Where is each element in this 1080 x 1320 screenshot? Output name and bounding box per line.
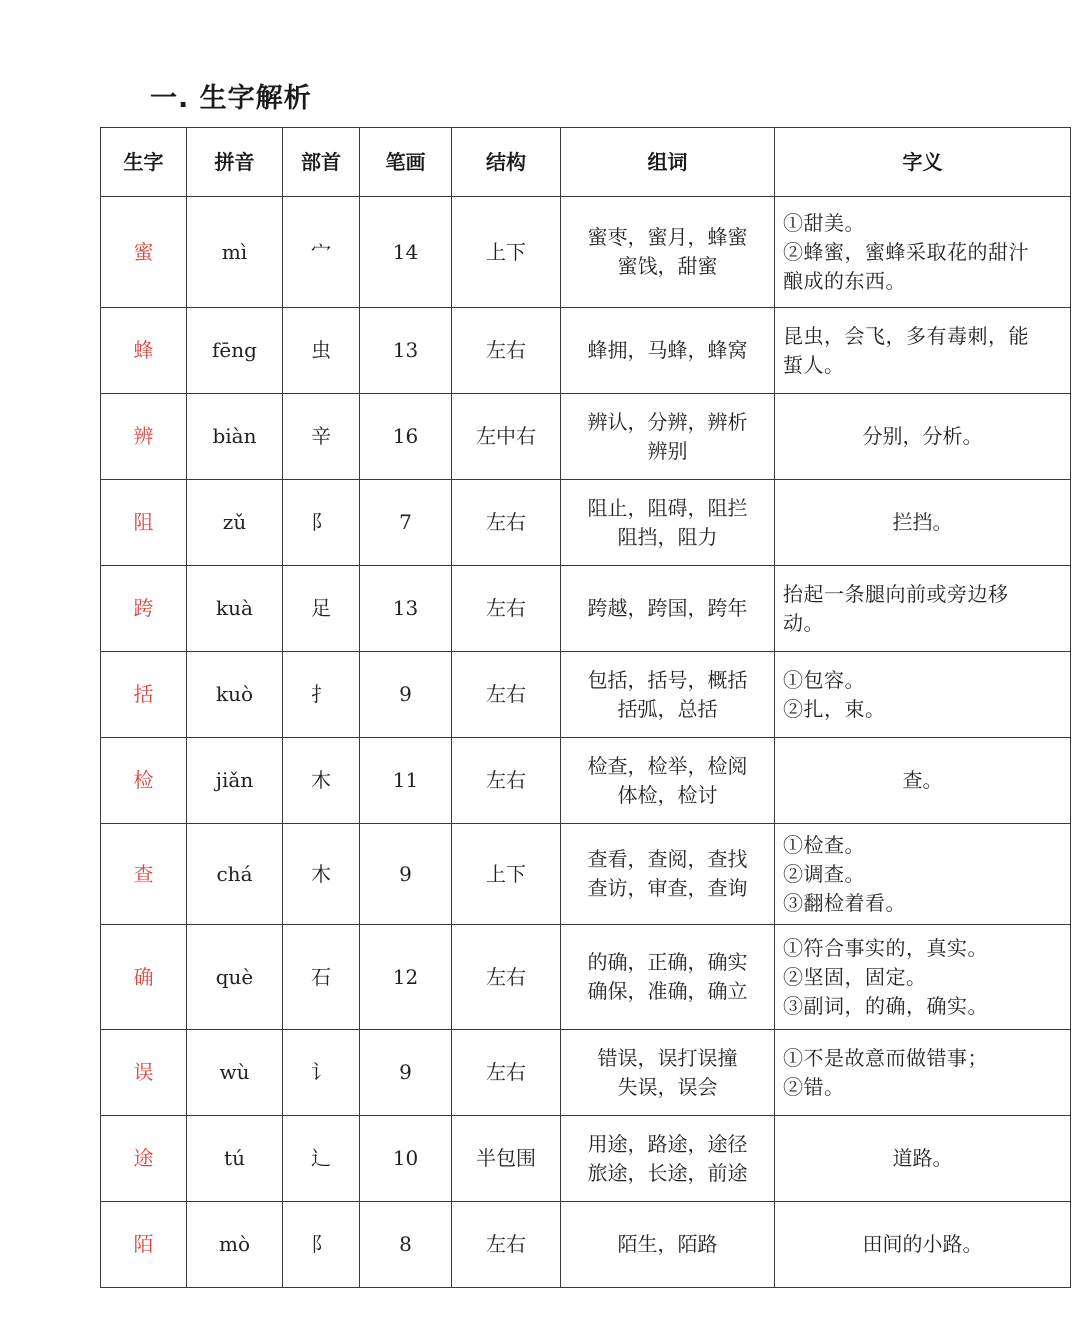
table-row — [101, 566, 1071, 652]
table-header-row — [101, 128, 1071, 197]
strokes-cell: 11 — [360, 738, 452, 824]
meaning-cell: ①符合事实的，真实。 ②坚固，固定。 ③副词，的确，确实。 — [775, 925, 1071, 1030]
strokes-cell: 13 — [360, 308, 452, 394]
strokes-cell: 9 — [360, 1030, 452, 1116]
structure-cell: 左右 — [452, 925, 561, 1030]
table-row — [101, 197, 1071, 308]
pinyin-cell: kuà — [187, 566, 283, 652]
strokes-cell: 12 — [360, 925, 452, 1030]
char-cell: 陌 — [101, 1202, 187, 1288]
meaning-cell: 分别，分析。 — [775, 394, 1071, 480]
char-cell: 查 — [101, 824, 187, 925]
table-row — [101, 1202, 1071, 1288]
pinyin-cell: tú — [187, 1116, 283, 1202]
header-meaning: 字义 — [775, 128, 1071, 197]
meaning-cell: 查。 — [775, 738, 1071, 824]
table-row — [101, 308, 1071, 394]
radical-cell: 足 — [283, 566, 360, 652]
radical-cell: 辶 — [283, 1116, 360, 1202]
radical-cell: 讠 — [283, 1030, 360, 1116]
structure-cell: 左右 — [452, 1030, 561, 1116]
header-words: 组词 — [561, 128, 775, 197]
pinyin-cell: chá — [187, 824, 283, 925]
header-radical: 部首 — [283, 128, 360, 197]
structure-cell: 上下 — [452, 197, 561, 308]
char-cell: 蜜 — [101, 197, 187, 308]
strokes-cell: 16 — [360, 394, 452, 480]
header-pinyin: 拼音 — [187, 128, 283, 197]
strokes-cell: 14 — [360, 197, 452, 308]
meaning-cell: ①甜美。 ②蜂蜜，蜜蜂采取花的甜汁 酿成的东西。 — [775, 197, 1071, 308]
radical-cell: 宀 — [283, 197, 360, 308]
words-cell: 错误，误打误撞 失误，误会 — [561, 1030, 775, 1116]
meaning-cell: ①不是故意而做错事； ②错。 — [775, 1030, 1071, 1116]
meaning-cell: 昆虫，会飞，多有毒刺，能 蜇人。 — [775, 308, 1071, 394]
strokes-cell: 9 — [360, 652, 452, 738]
radical-cell: 辛 — [283, 394, 360, 480]
radical-cell: 木 — [283, 824, 360, 925]
table-row — [101, 738, 1071, 824]
radical-cell: 阝 — [283, 1202, 360, 1288]
structure-cell: 左右 — [452, 652, 561, 738]
pinyin-cell: mì — [187, 197, 283, 308]
words-cell: 用途，路途，途径 旅途，长途，前途 — [561, 1116, 775, 1202]
radical-cell: 虫 — [283, 308, 360, 394]
char-cell: 确 — [101, 925, 187, 1030]
words-cell: 陌生，陌路 — [561, 1202, 775, 1288]
words-cell: 跨越，跨国，跨年 — [561, 566, 775, 652]
table-row — [101, 1030, 1071, 1116]
strokes-cell: 13 — [360, 566, 452, 652]
meaning-cell: ①检查。 ②调查。 ③翻检着看。 — [775, 824, 1071, 925]
strokes-cell: 10 — [360, 1116, 452, 1202]
char-cell: 蜂 — [101, 308, 187, 394]
table-row — [101, 652, 1071, 738]
pinyin-cell: què — [187, 925, 283, 1030]
char-cell: 辨 — [101, 394, 187, 480]
radical-cell: 木 — [283, 738, 360, 824]
section-title: 一. 生字解析 — [150, 83, 312, 114]
radical-cell: 石 — [283, 925, 360, 1030]
strokes-cell: 9 — [360, 824, 452, 925]
words-cell: 辨认，分辨，辨析 辨别 — [561, 394, 775, 480]
char-cell: 括 — [101, 652, 187, 738]
strokes-cell: 7 — [360, 480, 452, 566]
words-cell: 检查，检举，检阅 体检，检讨 — [561, 738, 775, 824]
pinyin-cell: fēng — [187, 308, 283, 394]
new-characters-table — [100, 127, 1071, 1288]
pinyin-cell: jiǎn — [187, 738, 283, 824]
pinyin-cell: zǔ — [187, 480, 283, 566]
meaning-cell: ①包容。 ②扎，束。 — [775, 652, 1071, 738]
structure-cell: 半包围 — [452, 1116, 561, 1202]
char-cell: 检 — [101, 738, 187, 824]
table-row — [101, 824, 1071, 925]
meaning-cell: 抬起一条腿向前或旁边移 动。 — [775, 566, 1071, 652]
radical-cell: 阝 — [283, 480, 360, 566]
words-cell: 蜂拥，马蜂，蜂窝 — [561, 308, 775, 394]
words-cell: 蜜枣，蜜月，蜂蜜 蜜饯，甜蜜 — [561, 197, 775, 308]
meaning-cell: 道路。 — [775, 1116, 1071, 1202]
table-row — [101, 1116, 1071, 1202]
words-cell: 阻止，阻碍，阻拦 阻挡，阻力 — [561, 480, 775, 566]
words-cell: 查看，查阅，查找 查访，审查，查询 — [561, 824, 775, 925]
structure-cell: 左右 — [452, 566, 561, 652]
table-row — [101, 480, 1071, 566]
header-structure: 结构 — [452, 128, 561, 197]
table-row — [101, 925, 1071, 1030]
strokes-cell: 8 — [360, 1202, 452, 1288]
header-char: 生字 — [101, 128, 187, 197]
char-cell: 途 — [101, 1116, 187, 1202]
meaning-cell: 田间的小路。 — [775, 1202, 1071, 1288]
structure-cell: 上下 — [452, 824, 561, 925]
structure-cell: 左右 — [452, 1202, 561, 1288]
structure-cell: 左右 — [452, 308, 561, 394]
table-row — [101, 394, 1071, 480]
structure-cell: 左右 — [452, 480, 561, 566]
char-cell: 阻 — [101, 480, 187, 566]
pinyin-cell: biàn — [187, 394, 283, 480]
pinyin-cell: mò — [187, 1202, 283, 1288]
words-cell: 的确，正确，确实 确保，准确，确立 — [561, 925, 775, 1030]
pinyin-cell: wù — [187, 1030, 283, 1116]
char-cell: 误 — [101, 1030, 187, 1116]
pinyin-cell: kuò — [187, 652, 283, 738]
words-cell: 包括，括号，概括 括弧，总括 — [561, 652, 775, 738]
char-cell: 跨 — [101, 566, 187, 652]
header-strokes: 笔画 — [360, 128, 452, 197]
radical-cell: 扌 — [283, 652, 360, 738]
meaning-cell: 拦挡。 — [775, 480, 1071, 566]
structure-cell: 左右 — [452, 738, 561, 824]
structure-cell: 左中右 — [452, 394, 561, 480]
